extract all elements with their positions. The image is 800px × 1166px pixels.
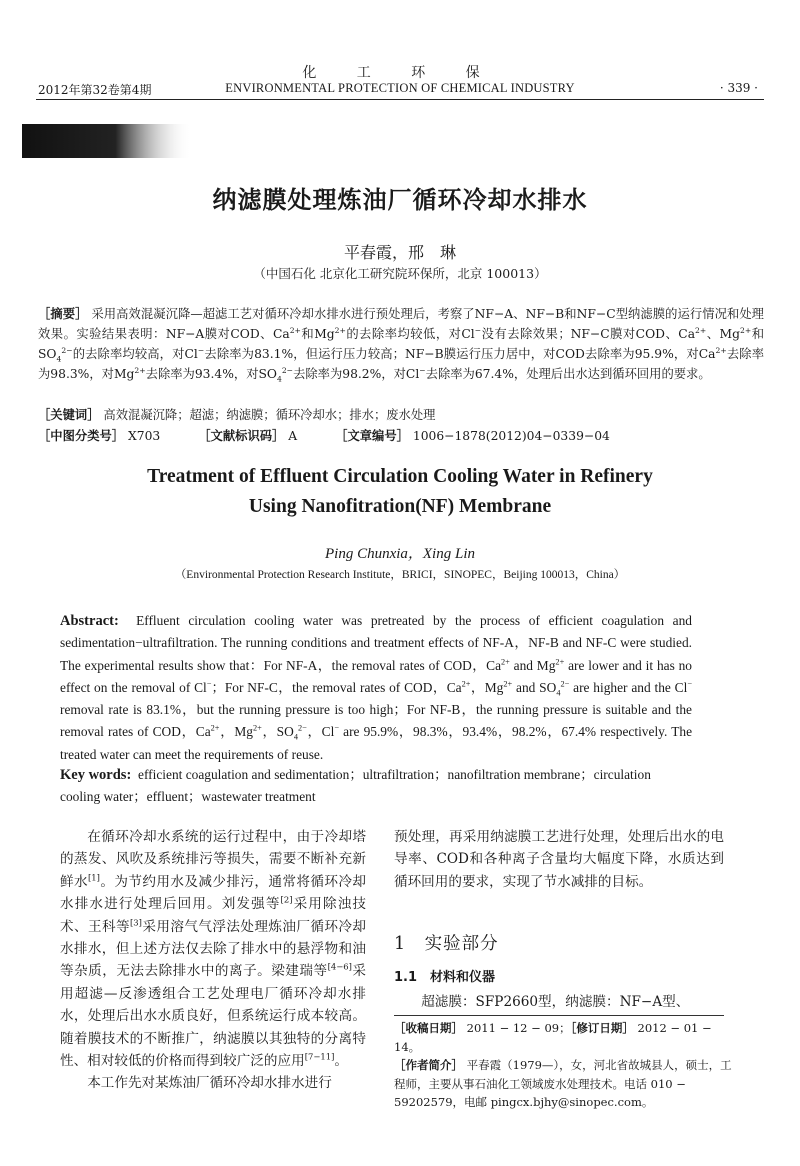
keywords-cn <box>38 405 764 423</box>
issue-info: 2012年第32卷第4期 <box>38 83 152 97</box>
journal-title-cn: 化 工 环 保 <box>302 65 498 81</box>
authors-cn: 平春霞，邢 琳 <box>343 243 456 262</box>
doc-value: A <box>288 429 298 443</box>
abstract-en: Abstract: Effluent circulation cooling water was pretreated by the process of efficient coagulation and sedimentation−ultrafiltration. The running conditions and treatment effects of NF-A，NF-B and NF-C were studied. The experimental results show that：For NF-A，the removal rates of COD，$Ca^{2+}$ and $Mg^{2+}$ are lower and it has no effect on the removal of Cl−；For NF-C，the removal rates of COD，$Ca^{2+}$，$Mg^{2+}$ and $SO_4^{2-}$ are higher and the Cl− removal rate is 83.1%，but the running pressure is too high；For NF-B，the running pressure is suitable and the removal rates of COD，$Ca^{2+}$，$Mg^{2+}$，$SO_4^{2-}$，Cl− are 95.9%，98.3%，93.4%，98.2%，67.4% respectively. The treated water can meet the requirements of reuse. <box>60 613 693 762</box>
body-materials-line: 超滤膜：SFP2660型，纳滤膜：NF−A型、 <box>421 994 690 1010</box>
journal-title-en: ENVIRONMENTAL PROTECTION OF CHEMICAL INDUSTRY <box>225 81 575 95</box>
classification-row <box>38 426 764 444</box>
article-label: ［文章编号］ <box>335 429 409 443</box>
keywords-cn-text: 高效混凝沉降；超滤；纳滤膜；循环冷却水；排水；废水处理 <box>103 408 436 422</box>
affiliation-en: （Environmental Protection Research Institute，BRICI，SINOPEC，Beijing 100013，China） <box>174 569 626 581</box>
footnote <box>394 1019 734 1112</box>
body-right-column <box>394 826 724 893</box>
keywords-en-label: Key words: <box>60 767 132 783</box>
paper-title-en: Treatment of Effluent Circulation Cooling Water in Refinery Using Nanofitration(NF) Membrane <box>147 466 653 517</box>
body-left-column <box>60 826 366 1095</box>
revised-label: ［修订日期］ <box>570 1021 634 1035</box>
keywords-en-text: efficient coagulation and sedimentation；ultrafiltration；nanofiltration membrane；circulation cooling water；effluent；wastewater treatment <box>60 767 651 804</box>
cls-label: ［中图分类号］ <box>38 429 125 443</box>
paper-title-cn: 纳滤膜处理炼油厂循环冷却水排水 <box>212 186 588 214</box>
doc-label: ［文献标识码］ <box>198 429 285 443</box>
author-bio-text: 平春霞（1979—），女，河北省故城县人，硕士，工程师，主要从事石油化工领域废水处理技术。电话 010 − 59202579，电邮 pingcx.bjhy@sinopec.com。 <box>394 1058 732 1110</box>
corner-decoration-graphic <box>22 120 192 162</box>
author-bio-label: ［作者简介］ <box>394 1058 463 1073</box>
subsection-heading-1-1: 1.1 材料和仪器 <box>394 970 496 985</box>
article-value: 1006−1878(2012)04−0339−04 <box>412 429 610 443</box>
abstract-cn: ［摘要］ 采用高效混凝沉降—超滤工艺对循环冷却水排水进行预处理后，考察了NF−A、NF−B和NF−C型纳滤膜的运行情况和处理效果。实验结果表明：NF−A膜对COD、$Ca^{2+}$和$Mg^{2+}$的去除率均较低，对Cl−没有去除效果；NF−C膜对COD、$Ca^{2+}$、$Mg^{2+}$和$SO_4^{2-}$的去除率均较高，对Cl−去除率为83.1%，但运行压力较高；NF−B膜运行压力居中，对COD去除率为95.9%，对$Ca^{2+}$去除率为98.3%，对$Mg^{2+}$去除率为93.4%，对$SO_4^{2-}$去除率为98.2%，对Cl−去除率为67.4%，处理后出水达到循环回用的要求。 <box>38 307 764 384</box>
received-date: 2011 − 12 − 09； <box>466 1021 571 1035</box>
footnote-divider <box>394 1015 724 1016</box>
body-paragraph-intro: 在循环冷却水系统的运行过程中，由于冷却塔的蒸发、风吹及系统排污等损失，需要不断补充新鲜水[1]。为节约用水及减少排污，通常将循环冷却水排水进行处理后回用。刘发强等[2]采用除浊技术、王科等[3]采用溶气气浮法处理炼油厂循环冷却水排水，但上述方法仅去除了排水中的悬浮物和油等杂质，无法去除排水中的离子。梁建瑞等[4−6]采用超滤—反渗透组合工艺处理电厂循环冷却水排水，处理后出水水质良好，但系统运行成本较高。随着膜技术的不断推广，纳滤膜以其独特的分离特性、相对较低的价格而得到较广泛的应用[7−11]。 <box>60 829 367 1070</box>
cls-value: X703 <box>128 429 161 443</box>
affiliation-cn: （中国石化 北京化工研究院环保所，北京 100013） <box>253 266 547 281</box>
revised-date: 2012 − 01 − 14。 <box>394 1021 712 1054</box>
abstract-cn-label: ［摘要］ <box>38 307 88 321</box>
keywords-en <box>60 764 692 807</box>
body-paragraph-work: 本工作先对某炼油厂循环冷却水排水进行 <box>87 1075 332 1092</box>
page-number: · 339 · <box>719 81 758 95</box>
keywords-cn-label: ［关键词］ <box>38 408 100 422</box>
body-paragraph-continued: 预处理，再采用纳滤膜工艺进行处理，处理后出水的电导率、COD和各种离子含量均大幅度下降，水质达到循环回用的要求，实现了节水减排的目标。 <box>394 829 724 890</box>
authors-en: Ping Chunxia，Xing Lin <box>324 546 475 562</box>
header-divider <box>36 99 764 100</box>
received-label: ［收稿日期］ <box>394 1021 463 1035</box>
section-heading-1: 1 实验部分 <box>394 934 499 954</box>
abstract-en-label: Abstract: <box>60 613 119 629</box>
